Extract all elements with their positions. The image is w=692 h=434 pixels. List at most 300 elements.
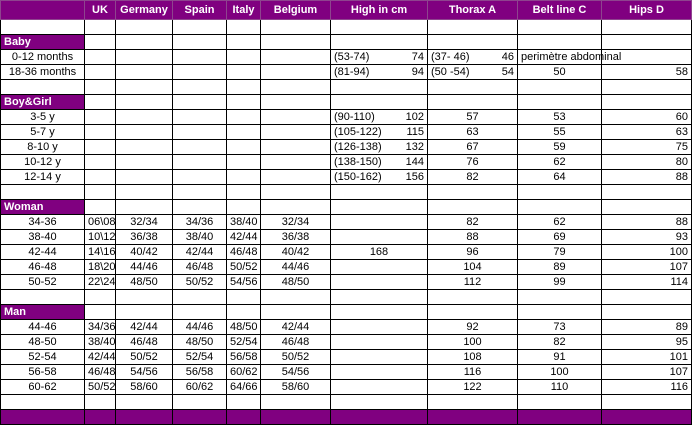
hips-cell[interactable]: 80 xyxy=(602,155,692,170)
italy-cell[interactable]: 56/58 xyxy=(227,350,261,365)
belt-cell[interactable]: 59 xyxy=(518,140,602,155)
blank-cell[interactable] xyxy=(227,305,261,320)
footer-cell xyxy=(227,410,261,425)
blank-cell[interactable] xyxy=(1,185,85,200)
belgium-cell[interactable]: 54/56 xyxy=(261,365,331,380)
height-cell[interactable] xyxy=(331,350,428,365)
blank-cell[interactable] xyxy=(602,305,692,320)
germany-cell[interactable]: 42/44 xyxy=(116,320,173,335)
height-cell-wrap xyxy=(334,110,424,124)
thorax-cell[interactable]: 92 xyxy=(428,320,518,335)
spain-cell[interactable] xyxy=(173,125,227,140)
table-row xyxy=(1,350,692,365)
germany-cell[interactable]: 48/50 xyxy=(116,275,173,290)
height-cell[interactable] xyxy=(331,65,428,80)
hips-cell[interactable]: 58 xyxy=(602,65,692,80)
height-cell[interactable] xyxy=(331,155,428,170)
blank-cell[interactable] xyxy=(331,305,428,320)
thorax-cell[interactable]: 63 xyxy=(428,125,518,140)
size-label[interactable]: 60-62 xyxy=(1,380,85,395)
thorax-cell-wrap xyxy=(431,50,514,64)
belgium-cell[interactable]: 48/50 xyxy=(261,275,331,290)
table-row xyxy=(1,380,692,395)
blank-cell[interactable] xyxy=(116,95,173,110)
blank-cell[interactable] xyxy=(85,35,116,50)
uk-cell[interactable] xyxy=(85,170,116,185)
italy-cell[interactable]: 60/62 xyxy=(227,365,261,380)
spain-cell[interactable] xyxy=(173,140,227,155)
belt-cell[interactable]: 100 xyxy=(518,365,602,380)
footer-cell xyxy=(518,410,602,425)
height-cell-wrap xyxy=(334,65,424,79)
size-label[interactable]: 48-50 xyxy=(1,335,85,350)
header-spain[interactable]: Spain xyxy=(173,1,227,20)
uk-cell[interactable]: 34/36 xyxy=(85,320,116,335)
belt-cell[interactable]: 50 xyxy=(518,65,602,80)
blank-cell[interactable] xyxy=(173,395,227,410)
germany-cell[interactable]: 54/56 xyxy=(116,365,173,380)
blank-cell[interactable] xyxy=(261,95,331,110)
size-label[interactable]: 5-7 y xyxy=(1,125,85,140)
size-label[interactable]: 12-14 y xyxy=(1,170,85,185)
blank-cell[interactable] xyxy=(227,95,261,110)
italy-cell[interactable] xyxy=(227,170,261,185)
footer-cell xyxy=(116,410,173,425)
thorax-cell[interactable]: 104 xyxy=(428,260,518,275)
germany-cell[interactable] xyxy=(116,155,173,170)
size-label[interactable]: 38-40 xyxy=(1,230,85,245)
spain-cell[interactable]: 46/48 xyxy=(173,260,227,275)
italy-cell[interactable] xyxy=(227,110,261,125)
uk-cell[interactable] xyxy=(85,140,116,155)
uk-cell[interactable] xyxy=(85,155,116,170)
blank-cell[interactable] xyxy=(518,80,602,95)
category-label-woman: Woman xyxy=(1,200,85,215)
blank-cell[interactable] xyxy=(331,290,428,305)
thorax-cell[interactable]: 122 xyxy=(428,380,518,395)
hips-cell[interactable]: 107 xyxy=(602,365,692,380)
category-label-man: Man xyxy=(1,305,85,320)
header-italy[interactable]: Italy xyxy=(227,1,261,20)
belt-cell[interactable]: perimètre abdominal xyxy=(518,50,602,65)
blank-cell[interactable] xyxy=(331,395,428,410)
italy-cell[interactable] xyxy=(227,155,261,170)
size-label[interactable]: 44-46 xyxy=(1,320,85,335)
belgium-cell[interactable]: 36/38 xyxy=(261,230,331,245)
blank-cell[interactable] xyxy=(85,95,116,110)
hips-cell[interactable]: 101 xyxy=(602,350,692,365)
blank-cell[interactable] xyxy=(1,395,85,410)
blank-cell[interactable] xyxy=(173,290,227,305)
blank-cell[interactable] xyxy=(173,185,227,200)
blank-cell[interactable] xyxy=(116,395,173,410)
table-row xyxy=(1,275,692,290)
thorax-cell[interactable]: 82 xyxy=(428,170,518,185)
italy-cell[interactable]: 38/40 xyxy=(227,215,261,230)
spain-cell[interactable] xyxy=(173,110,227,125)
thorax-cell[interactable]: 57 xyxy=(428,110,518,125)
uk-cell[interactable]: 22\24 xyxy=(85,275,116,290)
height-cell[interactable] xyxy=(331,170,428,185)
header-uk[interactable]: UK xyxy=(85,1,116,20)
spain-cell[interactable] xyxy=(173,50,227,65)
germany-cell[interactable]: 44/46 xyxy=(116,260,173,275)
germany-cell[interactable] xyxy=(116,125,173,140)
blank-cell[interactable] xyxy=(602,185,692,200)
blank-cell[interactable] xyxy=(116,185,173,200)
size-label[interactable]: 42-44 xyxy=(1,245,85,260)
belt-cell[interactable]: 62 xyxy=(518,215,602,230)
footer-cell xyxy=(173,410,227,425)
blank-cell[interactable] xyxy=(116,80,173,95)
size-label[interactable]: 0-12 months xyxy=(1,50,85,65)
table-row xyxy=(1,50,692,65)
blank-cell[interactable] xyxy=(428,395,518,410)
blank-cell[interactable] xyxy=(331,80,428,95)
belgium-cell[interactable] xyxy=(261,65,331,80)
thorax-cell[interactable] xyxy=(428,50,518,65)
blank-cell[interactable] xyxy=(227,395,261,410)
height-cell[interactable] xyxy=(331,50,428,65)
spacer-row xyxy=(1,185,692,200)
hips-cell[interactable]: 88 xyxy=(602,170,692,185)
hips-cell[interactable]: 75 xyxy=(602,140,692,155)
height-cell-range: (90-110) xyxy=(334,111,375,123)
spain-cell[interactable]: 38/40 xyxy=(173,230,227,245)
blank-cell[interactable] xyxy=(261,395,331,410)
blank-cell[interactable] xyxy=(518,305,602,320)
header-belt[interactable]: Belt line C xyxy=(518,1,602,20)
spain-cell[interactable] xyxy=(173,170,227,185)
blank-cell[interactable] xyxy=(518,200,602,215)
blank-cell[interactable] xyxy=(261,20,331,35)
belt-cell[interactable]: 55 xyxy=(518,125,602,140)
thorax-cell[interactable]: 108 xyxy=(428,350,518,365)
height-cell[interactable] xyxy=(331,110,428,125)
blank-cell[interactable] xyxy=(173,20,227,35)
footer-cell xyxy=(1,410,85,425)
height-cell-value: 74 xyxy=(411,51,424,63)
belt-cell[interactable]: 91 xyxy=(518,350,602,365)
blank-cell[interactable] xyxy=(85,305,116,320)
category-label-baby: Baby xyxy=(1,35,85,50)
blank-cell[interactable] xyxy=(227,80,261,95)
blank-cell[interactable] xyxy=(116,20,173,35)
blank-cell[interactable] xyxy=(428,20,518,35)
spain-cell[interactable]: 52/54 xyxy=(173,350,227,365)
thorax-cell[interactable]: 100 xyxy=(428,335,518,350)
blank-cell[interactable] xyxy=(518,395,602,410)
spain-cell[interactable]: 50/52 xyxy=(173,275,227,290)
blank-cell[interactable] xyxy=(428,35,518,50)
belt-cell[interactable]: 64 xyxy=(518,170,602,185)
blank-cell[interactable] xyxy=(331,35,428,50)
belgium-cell[interactable] xyxy=(261,125,331,140)
height-cell[interactable] xyxy=(331,125,428,140)
blank-cell[interactable] xyxy=(116,35,173,50)
hips-cell[interactable]: 100 xyxy=(602,245,692,260)
blank-cell[interactable] xyxy=(331,20,428,35)
size-label[interactable]: 8-10 y xyxy=(1,140,85,155)
height-cell[interactable] xyxy=(331,365,428,380)
table-row xyxy=(1,65,692,80)
height-cell-range: (138-150) xyxy=(334,156,382,168)
germany-cell[interactable] xyxy=(116,110,173,125)
blank-cell[interactable] xyxy=(261,35,331,50)
italy-cell[interactable]: 50/52 xyxy=(227,260,261,275)
blank-cell[interactable] xyxy=(428,80,518,95)
thorax-cell[interactable]: 112 xyxy=(428,275,518,290)
blank-cell[interactable] xyxy=(428,95,518,110)
uk-cell[interactable] xyxy=(85,50,116,65)
blank-cell[interactable] xyxy=(602,80,692,95)
blank-cell[interactable] xyxy=(85,395,116,410)
belt-cell[interactable]: 73 xyxy=(518,320,602,335)
belt-cell[interactable]: 79 xyxy=(518,245,602,260)
spain-cell[interactable]: 42/44 xyxy=(173,245,227,260)
thorax-cell-wrap xyxy=(431,65,514,79)
blank-cell[interactable] xyxy=(602,95,692,110)
belt-cell[interactable]: 110 xyxy=(518,380,602,395)
blank-cell[interactable] xyxy=(173,80,227,95)
hips-cell[interactable]: 89 xyxy=(602,320,692,335)
blank-cell[interactable] xyxy=(85,80,116,95)
blank-cell[interactable] xyxy=(1,20,85,35)
size-label[interactable]: 56-58 xyxy=(1,365,85,380)
blank-cell[interactable] xyxy=(173,305,227,320)
height-cell-value: 115 xyxy=(406,126,424,138)
header-row xyxy=(1,1,692,20)
germany-cell[interactable]: 58/60 xyxy=(116,380,173,395)
uk-cell[interactable]: 46/48 xyxy=(85,365,116,380)
belgium-cell[interactable]: 58/60 xyxy=(261,380,331,395)
belgium-cell[interactable] xyxy=(261,170,331,185)
blank-cell[interactable] xyxy=(85,200,116,215)
blank-cell[interactable] xyxy=(602,290,692,305)
belgium-cell[interactable]: 46/48 xyxy=(261,335,331,350)
belgium-cell[interactable] xyxy=(261,50,331,65)
uk-cell[interactable] xyxy=(85,125,116,140)
belgium-cell[interactable]: 44/46 xyxy=(261,260,331,275)
belgium-cell[interactable]: 40/42 xyxy=(261,245,331,260)
blank-cell[interactable] xyxy=(261,185,331,200)
footer-bar xyxy=(1,410,692,425)
italy-cell[interactable] xyxy=(227,65,261,80)
hips-cell[interactable]: 114 xyxy=(602,275,692,290)
belt-cell[interactable]: 82 xyxy=(518,335,602,350)
uk-cell[interactable]: 06\08 xyxy=(85,215,116,230)
uk-cell[interactable] xyxy=(85,65,116,80)
blank-cell[interactable] xyxy=(428,200,518,215)
height-cell[interactable] xyxy=(331,140,428,155)
uk-cell[interactable]: 10\12 xyxy=(85,230,116,245)
italy-cell[interactable]: 54/56 xyxy=(227,275,261,290)
thorax-cell[interactable] xyxy=(428,65,518,80)
spain-cell[interactable]: 56/58 xyxy=(173,365,227,380)
blank-cell[interactable] xyxy=(518,185,602,200)
germany-cell[interactable]: 50/52 xyxy=(116,350,173,365)
hips-cell[interactable]: 95 xyxy=(602,335,692,350)
size-label[interactable]: 18-36 months xyxy=(1,65,85,80)
italy-cell[interactable]: 48/50 xyxy=(227,320,261,335)
blank-cell[interactable] xyxy=(602,35,692,50)
spain-cell[interactable]: 34/36 xyxy=(173,215,227,230)
uk-cell[interactable]: 42/44 xyxy=(85,350,116,365)
thorax-cell[interactable]: 96 xyxy=(428,245,518,260)
table-row xyxy=(1,365,692,380)
italy-cell[interactable] xyxy=(227,50,261,65)
height-cell[interactable] xyxy=(331,230,428,245)
blank-cell[interactable] xyxy=(85,20,116,35)
uk-cell[interactable]: 38/40 xyxy=(85,335,116,350)
spain-cell[interactable]: 44/46 xyxy=(173,320,227,335)
italy-cell[interactable]: 52/54 xyxy=(227,335,261,350)
category-row xyxy=(1,305,692,320)
size-label[interactable]: 34-36 xyxy=(1,215,85,230)
thorax-cell[interactable]: 116 xyxy=(428,365,518,380)
blank-cell[interactable] xyxy=(518,35,602,50)
hips-cell[interactable]: 63 xyxy=(602,125,692,140)
size-label[interactable]: 50-52 xyxy=(1,275,85,290)
germany-cell[interactable]: 46/48 xyxy=(116,335,173,350)
blank-cell[interactable] xyxy=(116,305,173,320)
thorax-cell[interactable]: 82 xyxy=(428,215,518,230)
blank-cell[interactable] xyxy=(173,95,227,110)
italy-cell[interactable] xyxy=(227,140,261,155)
spain-cell[interactable]: 48/50 xyxy=(173,335,227,350)
uk-cell[interactable]: 18\20 xyxy=(85,260,116,275)
blank-cell[interactable] xyxy=(518,290,602,305)
height-cell-wrap xyxy=(334,170,424,184)
size-label[interactable]: 10-12 y xyxy=(1,155,85,170)
height-cell[interactable]: 168 xyxy=(331,245,428,260)
hips-cell[interactable]: 116 xyxy=(602,380,692,395)
germany-cell[interactable] xyxy=(116,50,173,65)
belt-cell[interactable]: 89 xyxy=(518,260,602,275)
blank-cell[interactable] xyxy=(602,20,692,35)
germany-cell[interactable] xyxy=(116,140,173,155)
blank-cell[interactable] xyxy=(173,35,227,50)
italy-cell[interactable] xyxy=(227,125,261,140)
blank-cell[interactable] xyxy=(331,200,428,215)
blank-cell[interactable] xyxy=(227,35,261,50)
footer-cell xyxy=(85,410,116,425)
height-cell[interactable] xyxy=(331,320,428,335)
blank-cell[interactable] xyxy=(602,200,692,215)
table-row xyxy=(1,320,692,335)
blank-cell[interactable] xyxy=(227,200,261,215)
belgium-cell[interactable] xyxy=(261,110,331,125)
blank-cell[interactable] xyxy=(116,290,173,305)
belgium-cell[interactable]: 50/52 xyxy=(261,350,331,365)
blank-cell[interactable] xyxy=(227,290,261,305)
germany-cell[interactable]: 32/34 xyxy=(116,215,173,230)
spain-cell[interactable] xyxy=(173,155,227,170)
blank-cell[interactable] xyxy=(428,185,518,200)
germany-cell[interactable]: 40/42 xyxy=(116,245,173,260)
italy-cell[interactable]: 46/48 xyxy=(227,245,261,260)
blank-cell[interactable] xyxy=(227,185,261,200)
belt-cell[interactable]: 69 xyxy=(518,230,602,245)
belt-cell[interactable]: 53 xyxy=(518,110,602,125)
height-cell-wrap xyxy=(334,155,424,169)
germany-cell[interactable] xyxy=(116,65,173,80)
italy-cell[interactable]: 64/66 xyxy=(227,380,261,395)
height-cell-wrap xyxy=(334,50,424,64)
italy-cell[interactable]: 42/44 xyxy=(227,230,261,245)
blank-cell[interactable] xyxy=(261,305,331,320)
blank-cell[interactable] xyxy=(261,80,331,95)
table-row xyxy=(1,335,692,350)
uk-cell[interactable] xyxy=(85,110,116,125)
blank-cell[interactable] xyxy=(331,95,428,110)
belt-cell[interactable]: 99 xyxy=(518,275,602,290)
blank-cell[interactable] xyxy=(261,290,331,305)
belgium-cell[interactable] xyxy=(261,155,331,170)
hips-cell[interactable]: 88 xyxy=(602,215,692,230)
size-label[interactable]: 52-54 xyxy=(1,350,85,365)
uk-cell[interactable]: 50/52 xyxy=(85,380,116,395)
thorax-cell[interactable]: 88 xyxy=(428,230,518,245)
blank-cell[interactable] xyxy=(518,20,602,35)
blank-cell[interactable] xyxy=(428,290,518,305)
spacer-row xyxy=(1,395,692,410)
spain-cell[interactable] xyxy=(173,65,227,80)
blank-cell[interactable] xyxy=(331,185,428,200)
blank-cell[interactable] xyxy=(227,20,261,35)
belgium-cell[interactable] xyxy=(261,140,331,155)
header-blank[interactable] xyxy=(1,1,85,20)
blank-cell[interactable] xyxy=(85,185,116,200)
hips-cell[interactable]: 107 xyxy=(602,260,692,275)
header-thorax[interactable]: Thorax A xyxy=(428,1,518,20)
spain-cell[interactable]: 60/62 xyxy=(173,380,227,395)
header-germany[interactable]: Germany xyxy=(116,1,173,20)
germany-cell[interactable] xyxy=(116,170,173,185)
category-row xyxy=(1,200,692,215)
hips-cell[interactable]: 60 xyxy=(602,110,692,125)
belgium-cell[interactable]: 32/34 xyxy=(261,215,331,230)
blank-cell[interactable] xyxy=(173,200,227,215)
size-label[interactable]: 3-5 y xyxy=(1,110,85,125)
uk-cell[interactable]: 14\16 xyxy=(85,245,116,260)
height-cell[interactable] xyxy=(331,215,428,230)
height-cell[interactable] xyxy=(331,260,428,275)
size-label[interactable]: 46-48 xyxy=(1,260,85,275)
header-hips[interactable]: Hips D xyxy=(602,1,692,20)
blank-cell[interactable] xyxy=(1,290,85,305)
belt-cell[interactable]: 62 xyxy=(518,155,602,170)
germany-cell[interactable]: 36/38 xyxy=(116,230,173,245)
blank-cell[interactable] xyxy=(116,200,173,215)
blank-cell[interactable] xyxy=(261,200,331,215)
thorax-cell[interactable]: 67 xyxy=(428,140,518,155)
header-height[interactable]: High in cm xyxy=(331,1,428,20)
blank-cell[interactable] xyxy=(518,95,602,110)
blank-cell[interactable] xyxy=(428,305,518,320)
thorax-cell[interactable]: 76 xyxy=(428,155,518,170)
blank-cell[interactable] xyxy=(1,80,85,95)
header-belgium[interactable]: Belgium xyxy=(261,1,331,20)
blank-cell[interactable] xyxy=(602,395,692,410)
height-cell[interactable] xyxy=(331,335,428,350)
hips-cell[interactable]: 93 xyxy=(602,230,692,245)
height-cell[interactable] xyxy=(331,275,428,290)
height-cell[interactable] xyxy=(331,380,428,395)
blank-cell[interactable] xyxy=(85,290,116,305)
belgium-cell[interactable]: 42/44 xyxy=(261,320,331,335)
table-row xyxy=(1,140,692,155)
